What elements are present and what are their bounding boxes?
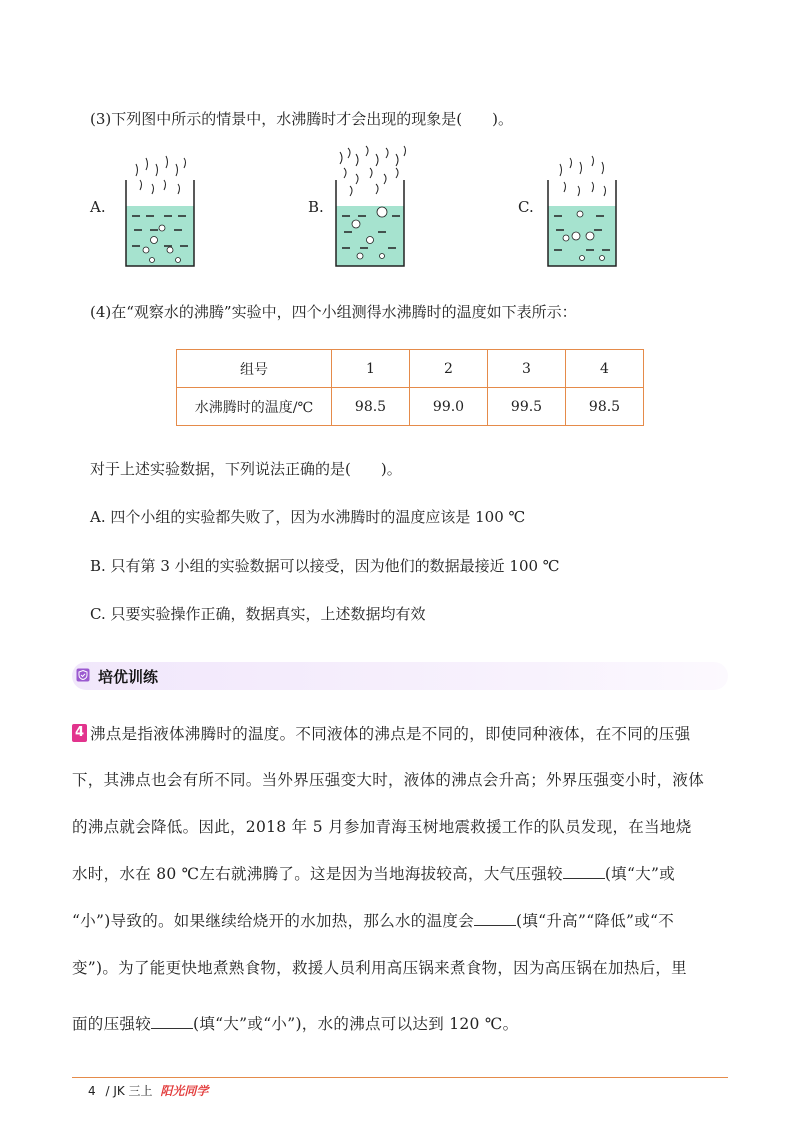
answer-blank[interactable] (563, 864, 605, 879)
question-4-statement: 对于上述实验数据，下列说法正确的是( )。 (90, 460, 402, 478)
question-4-prompt: (4)在“观察水的沸腾”实验中，四个小组测得水沸腾时的温度如下表所示： (90, 303, 577, 321)
group-cell: 3 (488, 350, 566, 388)
paragraph-line (72, 862, 675, 884)
paragraph-line: 的沸点就会降低。因此，2018 年 5 月参加青海玉树地震救援工作的队员发现，在当地烧 (72, 818, 692, 836)
page-footer (88, 1082, 208, 1099)
paragraph-line: 沸点是指液体沸腾时的温度。不同液体的沸点是不同的，即使同种液体，在不同的压强 (90, 725, 691, 743)
paragraph-text: (填“大”或 (604, 865, 676, 883)
beaker-c-image (546, 150, 618, 268)
choice-c: C. 只要实验操作正确，数据真实，上述数据均有效 (90, 605, 426, 623)
temperature-cell: 98.5 (332, 388, 410, 426)
group-cell: 4 (566, 350, 644, 388)
option-a-label: A. (90, 198, 106, 216)
answer-blank[interactable] (151, 1014, 193, 1029)
choice-a: A. 四个小组的实验都失败了，因为水沸腾时的温度应该是 100 ℃ (90, 508, 526, 526)
temperature-cell: 98.5 (566, 388, 644, 426)
group-cell: 2 (410, 350, 488, 388)
question-number-badge: 4 (72, 724, 87, 742)
section-title: 培优训练 (98, 668, 159, 686)
paragraph-line (72, 1012, 518, 1034)
paragraph-text: (填“升高”“降低”或“不 (516, 912, 675, 930)
footer-divider (72, 1077, 728, 1078)
table-row (177, 350, 644, 388)
choice-b: B. 只有第 3 小组的实验数据可以接受，因为他们的数据最接近 100 ℃ (90, 557, 560, 575)
temperature-table (176, 349, 644, 426)
temperature-cell: 99.0 (410, 388, 488, 426)
table-row-label: 水沸腾时的温度/℃ (177, 388, 332, 426)
table-row (177, 388, 644, 426)
beaker-b-image (332, 144, 410, 268)
temperature-cell: 99.5 (488, 388, 566, 426)
paragraph-line: 下，其沸点也会有所不同。当外界压强变大时，液体的沸点会升高；外界压强变小时，液体 (72, 771, 705, 789)
edition-label: / JK 三上 (105, 1084, 153, 1098)
page-number: 4 (88, 1084, 96, 1098)
paragraph-text: (填“大”或“小”)，水的沸点可以达到 120 ℃。 (193, 1015, 519, 1033)
shield-check-icon (76, 668, 90, 682)
paragraph-line (72, 909, 674, 931)
beaker-a-image (124, 150, 196, 268)
section-header (72, 662, 728, 690)
paragraph-text: 水时，水在 80 ℃左右就沸腾了。这是因为当地海拔较高，大气压强较 (72, 865, 563, 883)
paragraph-line: 变”)。为了能更快地煮熟食物，救援人员利用高压锅来煮食物，因为高压锅在加热后，里 (72, 959, 687, 977)
group-cell: 1 (332, 350, 410, 388)
brand-logo: 阳光同学 (160, 1084, 209, 1098)
paragraph-text: 面的压强较 (72, 1015, 152, 1033)
table-header-label: 组号 (177, 350, 332, 388)
option-c-label: C. (518, 198, 534, 216)
option-b-label: B. (308, 198, 324, 216)
question-3-prompt: (3)下列图中所示的情景中，水沸腾时才会出现的现象是( )。 (90, 110, 513, 128)
paragraph-text: “小”)导致的。如果继续给烧开的水加热，那么水的温度会 (72, 912, 474, 930)
answer-blank[interactable] (474, 911, 516, 926)
